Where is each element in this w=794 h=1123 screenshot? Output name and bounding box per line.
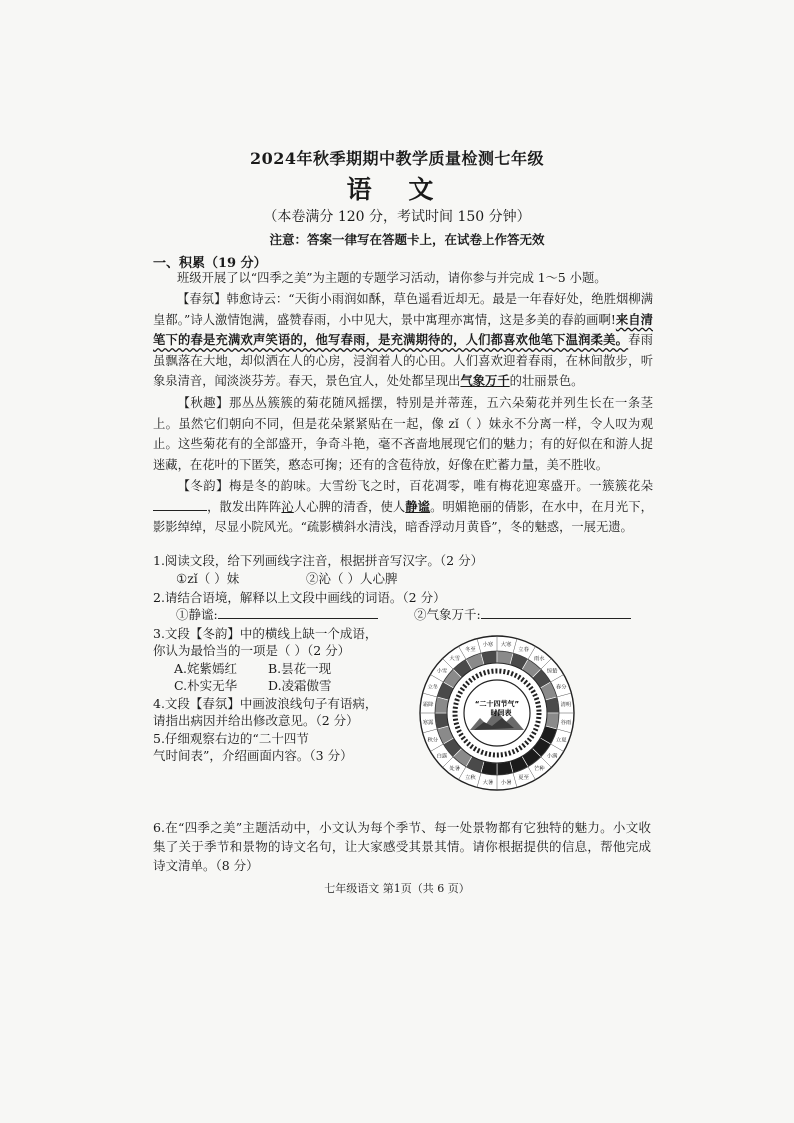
solar-term-label: 大暑 <box>482 779 494 786</box>
question-5-line-1: 5.仔细观察右边的“二十四节 <box>153 731 309 746</box>
intro-text: 班级开展了以“四季之美”为主题的专题学习活动，请你参与并完成 1～5 小题。 <box>177 271 607 285</box>
spring-text-4: 的壮丽景色。 <box>509 374 584 389</box>
solar-term-label: 小寒 <box>482 642 494 649</box>
solar-term-label: 雨水 <box>533 655 545 662</box>
question-2-b: ②气象万千: <box>414 607 481 622</box>
winter-blank <box>153 510 207 511</box>
autumn-paragraph <box>153 393 653 475</box>
answer-line <box>218 618 378 619</box>
question-2: 2.请结合语境，解释以上文段中画线的词语。（2 分） <box>153 590 446 605</box>
question-1: 1.阅读文段，给下列画线字注音，根据拼音写汉字。（2 分） <box>153 553 484 568</box>
solar-term-label: 春分 <box>555 684 567 691</box>
solar-term-label: 夏至 <box>518 775 529 782</box>
option-d: D.凌霜傲雪 <box>268 678 332 693</box>
solar-term-label: 芒种 <box>533 766 545 773</box>
solar-term-label: 处暑 <box>449 766 461 773</box>
wheel-center-title: “二十四节气” <box>474 700 520 708</box>
solar-terms-wheel <box>418 634 576 792</box>
winter-text-4: 。明媚艳丽的倩影，在水中，在月光下，影影绰绰，尽显小院风光。“疏影横斜水清浅，暗香浮动月黄昏”，冬的魅惑，一展无遗。 <box>153 499 653 535</box>
score-info: （本卷满分 120 分，考试时间 150 分钟） <box>263 209 531 225</box>
solar-term-label: 谷雨 <box>560 720 572 727</box>
solar-term-label: 立秋 <box>465 775 476 782</box>
question-1-b: ②沁（ ）人心脾 <box>306 571 398 586</box>
spring-text-3: 春雨虽飘落在大地，却似洒在人的心房，浸润着人的心田。人们喜欢迎着春雨，在林间散步，听象泉清音，闻淡淡芬芳。春天，景色宜人，处处都呈现出 <box>153 333 653 389</box>
solar-term-label: 惊蛰 <box>546 668 558 675</box>
option-a: A.姹紫嫣红 <box>174 661 238 676</box>
solar-term-label: 白露 <box>436 753 448 760</box>
question-5-line-2: 气时间表”，介绍画面内容。（3 分） <box>153 748 353 763</box>
winter-text-3: 人心脾的清香，使人 <box>293 499 406 514</box>
autumn-text: 【秋趣】那丛丛簇簇的菊花随风摇摆，特别是并蒂莲，五六朵菊花并列生长在一条茎上。虽然它们朝向不同，但是花朵紧紧贴在一起，像 zǐ（ ）妹永不分离一样，令人叹为观止。这些菊花有的全部盛开，争奇斗艳，毫不吝啬地展现它们的魅力；有的好似在和游人捉迷藏，在花叶的下匿笑，憨态可掬；还有的含苞待放，好像在贮蓄力量，美不胜收。 <box>153 396 653 472</box>
answer-line <box>481 618 631 619</box>
solar-term-label: 立春 <box>518 646 529 653</box>
winter-underlined-jingmi: 静谧 <box>405 498 431 514</box>
solar-term-label: 霜降 <box>422 701 434 708</box>
question-3-line-2: 你认为最恰当的一项是（ ）（2 分） <box>153 643 351 658</box>
solar-term-label: 小满 <box>546 753 558 760</box>
spring-paragraph <box>153 289 653 392</box>
exam-title: 2024年秋季期期中教学质量检测七年级 <box>249 149 545 168</box>
spring-wavy-sentence: 来自清笔下的春是充满欢声笑语的，他写春雨，是充满期待的，人们都喜欢他笔下温润柔美。 <box>153 311 653 348</box>
solar-term-label: 大寒 <box>500 642 512 649</box>
question-6: 6.在“四季之美”主题活动中，小文认为每个季节、每一处景物都有它独特的魅力。小文收集了关于季节和景物的诗文名句，让大家感受其景其情。请你根据提供的信息，帮他完成诗文清单。（8 分） <box>153 820 651 873</box>
solar-term-label: 小暑 <box>500 779 512 786</box>
page-footer: 七年级语文 第1页（共 6 页） <box>324 882 470 895</box>
question-1-a: ①zǐ（ ）妹 <box>176 571 240 586</box>
solar-term-label: 冬至 <box>465 646 476 653</box>
winter-paragraph <box>153 476 653 538</box>
winter-text-1: 【冬韵】梅是冬的韵味。大雪纷飞之时，百花凋零，唯有梅花迎寒盛开。一簇簇花朵 <box>177 479 653 493</box>
intro-paragraph <box>153 268 653 289</box>
question-2-a-row <box>176 605 378 624</box>
solar-term-label: 寒露 <box>422 720 434 727</box>
solar-term-label: 小雪 <box>436 668 448 675</box>
section-heading: 一、积累（19 分） <box>153 256 267 271</box>
spring-underlined-word: 气象万千 <box>460 373 510 389</box>
winter-text-2: ，散发出阵阵 <box>207 499 282 514</box>
solar-term-label: 秋分 <box>427 737 439 744</box>
question-4-line-1: 4.文段【春氛】中画波浪线句子有语病， <box>153 696 378 711</box>
option-b: B.昙花一现 <box>268 661 332 676</box>
subject-title: 语 文 <box>346 175 448 204</box>
question-3-line-1: 3.文段【冬韵】中的横线上缺一个成语， <box>153 626 378 641</box>
solar-term-label: 清明 <box>560 701 572 708</box>
solar-term-label: 立夏 <box>555 737 567 744</box>
winter-underlined-qin: 沁 <box>281 499 294 514</box>
solar-terms-wheel-graphic <box>418 634 576 792</box>
question-4-line-2: 请指出病因并给出修改意见。（2 分） <box>153 713 359 728</box>
solar-term-label: 立冬 <box>427 684 439 691</box>
notice: 注意：答案一律写在答题卡上，在试卷上作答无效 <box>269 232 545 247</box>
option-c: C.朴实无华 <box>174 678 238 693</box>
wheel-center-subtitle: 时间表 <box>490 709 512 717</box>
question-2-a: ①静谧: <box>176 607 218 622</box>
spring-text-1: 【春氛】韩愈诗云：“天街小雨润如酥，草色遥看近却无。最是一年春好处，绝胜烟柳满皇都。”诗人激情饱满，盛赞春雨，小中见大，景中寓理亦寓情，这是多美的春韵画啊! <box>153 292 653 327</box>
solar-term-label: 大雪 <box>449 655 461 662</box>
question-2-b-row <box>414 605 631 624</box>
